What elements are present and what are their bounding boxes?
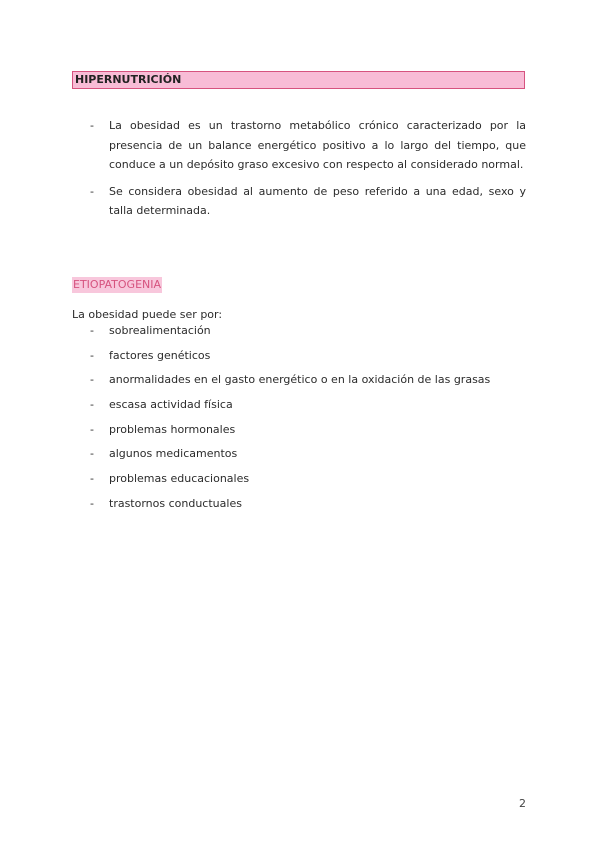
list-item-text: trastornos conductuales bbox=[109, 496, 242, 510]
list-item-text: factores genéticos bbox=[109, 348, 211, 362]
bullet-dash: - bbox=[90, 472, 94, 486]
list-item bbox=[90, 182, 526, 221]
list-item bbox=[90, 371, 530, 396]
list-item-text: problemas educacionales bbox=[109, 472, 250, 486]
subheading-etiopatogenia: ETIOPATOGENIA bbox=[73, 278, 162, 291]
list-item-text: Se considera obesidad al aumento de peso referido a una edad, sexo y talla determinada. bbox=[109, 184, 526, 217]
page-number: 2 bbox=[519, 797, 526, 810]
bullet-dash: - bbox=[90, 447, 94, 461]
list-item-text: problemas hormonales bbox=[109, 422, 236, 436]
bullet-dash: - bbox=[90, 184, 94, 198]
bullet-dash: - bbox=[90, 348, 94, 362]
list-item-text: La obesidad es un trastorno metabólico crónico caracterizado por la presencia de un balance energético positivo a lo largo del tiempo, que conduce a un depósito graso excesivo con respecto al considerado normal. bbox=[109, 119, 526, 171]
list-item bbox=[90, 322, 530, 347]
list-item bbox=[90, 470, 530, 495]
list-item bbox=[90, 495, 530, 520]
section-heading: HIPERNUTRICIÓN bbox=[72, 71, 525, 89]
intro-text: La obesidad puede ser por: bbox=[72, 308, 223, 321]
list-item bbox=[90, 347, 530, 372]
bullet-dash: - bbox=[90, 324, 94, 337]
list-item-text: algunos medicamentos bbox=[109, 447, 238, 461]
list-item-text: escasa actividad física bbox=[109, 398, 233, 412]
bullet-dash: - bbox=[90, 373, 94, 387]
bullet-dash: - bbox=[90, 496, 94, 510]
causes-list bbox=[90, 322, 530, 520]
list-item bbox=[90, 421, 530, 446]
list-item bbox=[90, 396, 530, 421]
bullet-dash: - bbox=[90, 398, 94, 412]
list-item bbox=[90, 445, 530, 470]
definition-list bbox=[90, 116, 526, 228]
bullet-dash: - bbox=[90, 119, 94, 132]
list-item bbox=[90, 116, 526, 175]
bullet-dash: - bbox=[90, 422, 94, 436]
list-item-text: sobrealimentación bbox=[109, 324, 211, 337]
list-item-text: anormalidades en el gasto energético o en la oxidación de las grasas bbox=[109, 373, 491, 387]
